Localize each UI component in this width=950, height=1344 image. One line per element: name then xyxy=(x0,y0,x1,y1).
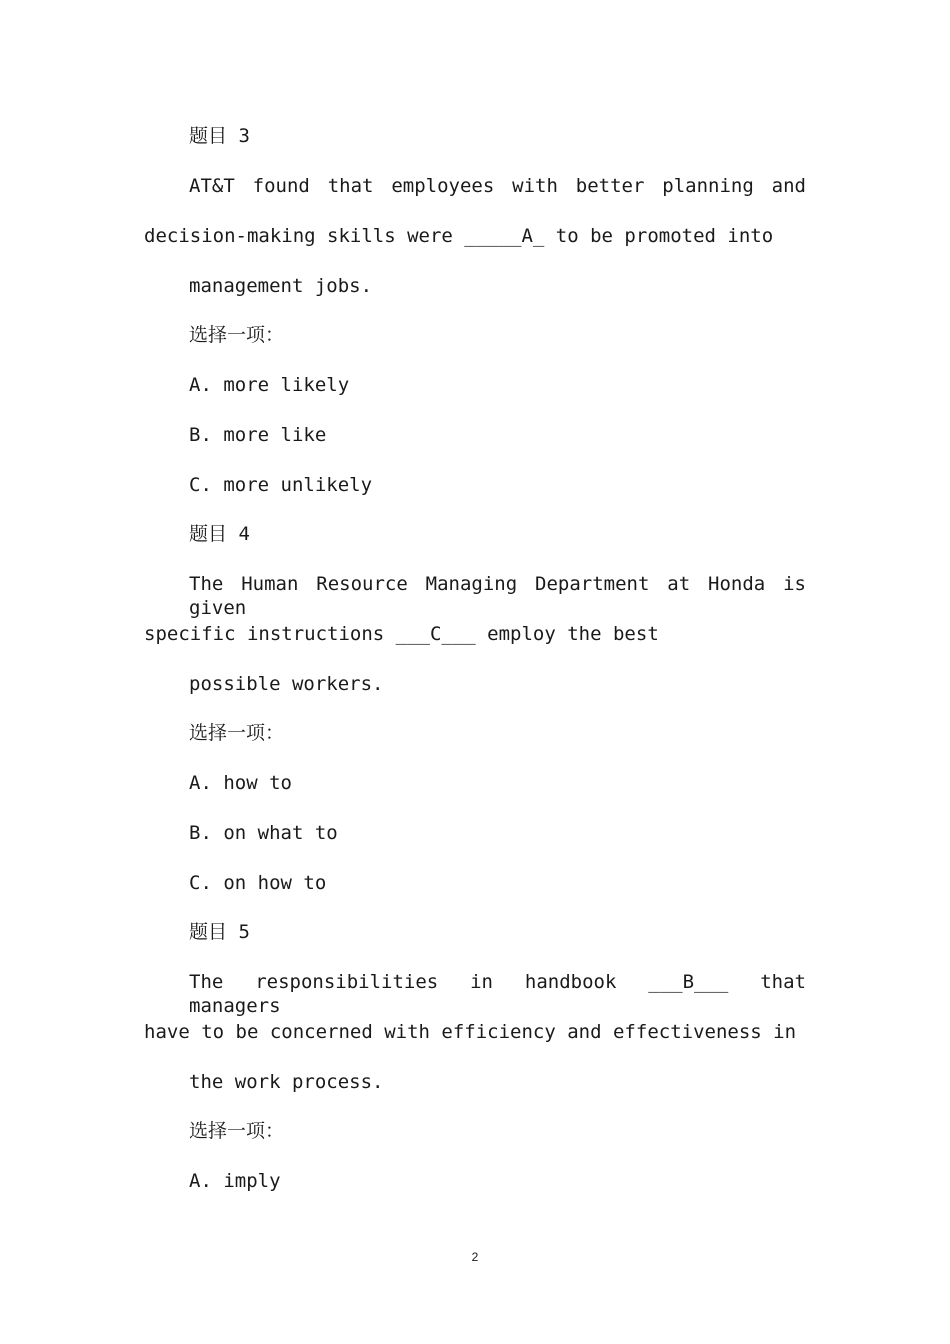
question-5-stem-line-3: the work process. xyxy=(189,1071,384,1093)
question-4-heading: 题目 4 xyxy=(189,523,250,545)
question-3-stem-line-3: management jobs. xyxy=(189,275,373,297)
question-3-stem-line-2: decision-making skills were _____A_ to be promoted into xyxy=(144,225,774,247)
question-4-option-b: B. on what to xyxy=(189,822,338,844)
question-4-prompt: 选择一项： xyxy=(189,722,285,744)
question-3-option-a: A. more likely xyxy=(189,374,350,396)
question-4-option-a: A. how to xyxy=(189,772,292,794)
question-5-stem-line-2: have to be concerned with efficiency and effectiveness in xyxy=(144,1021,797,1043)
question-4-option-c: C. on how to xyxy=(189,872,327,894)
question-3-option-c: C. more unlikely xyxy=(189,474,373,496)
question-5-stem-line-1: The responsibilities in handbook ___B___ that managers xyxy=(189,971,806,1017)
question-3-option-b: B. more like xyxy=(189,424,327,446)
question-4-stem-line-3: possible workers. xyxy=(189,673,384,695)
question-5-heading: 题目 5 xyxy=(189,921,250,943)
question-3-stem-line-1: AT&T found that employees with better planning and xyxy=(189,175,806,197)
question-5-prompt: 选择一项： xyxy=(189,1120,285,1142)
question-4-stem-line-1: The Human Resource Managing Department at Honda is given xyxy=(189,573,806,619)
question-5-option-a: A. imply xyxy=(189,1170,281,1192)
question-4-stem-line-2: specific instructions ___C___ employ the best xyxy=(144,623,659,645)
question-3-prompt: 选择一项： xyxy=(189,324,285,346)
question-3-heading: 题目 3 xyxy=(189,125,250,147)
page-number: 2 xyxy=(471,1250,479,1264)
